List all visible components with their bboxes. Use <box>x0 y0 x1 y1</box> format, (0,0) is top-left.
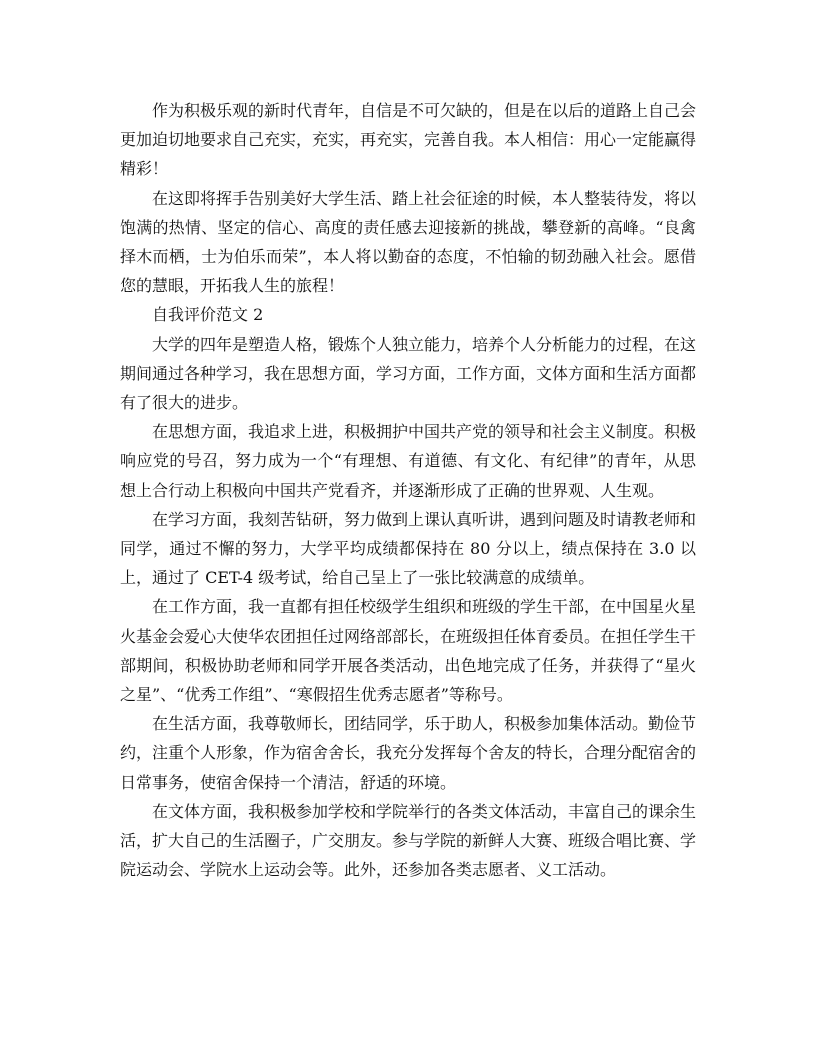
paragraph-confidence: 作为积极乐观的新时代青年，自信是不可欠缺的，但是在以后的道路上自己会更加迫切地要求自己充实，充实，再充实，完善自我。本人相信：用心一定能赢得精彩！ <box>120 101 697 179</box>
paragraph-work: 在工作方面，我一直都有担任校级学生组织和班级的学生干部，在中国星火星火基金会爱心大使华农团担任过网络部部长，在班级担任体育委员。在担任学生干部期间，积极协助老师和同学开展各类活动，出色地完成了任务，并获得了“星火之星”、“优秀工作组”、“寒假招生优秀志愿者”等称号。 <box>120 597 697 705</box>
paragraph-study: 在学习方面，我刻苦钻研，努力做到上课认真听讲，遇到问题及时请教老师和同学，通过不懈的努力，大学平均成绩都保持在 80 分以上，绩点保持在 3.0 以上，通过了 CET-4 级考试，给自己呈上了一张比较满意的成绩单。 <box>120 509 697 588</box>
paragraph-ideology: 在思想方面，我追求上进，积极拥护中国共产党的领导和社会主义制度。积极响应党的号召，努力成为一个“有理想、有道德、有文化、有纪律”的青年，从思想上合行动上积极向中国共产党看齐，并逐渐形成了正确的世界观、人生观。 <box>120 422 697 500</box>
paragraph-sports-culture: 在文体方面，我积极参加学校和学院举行的各类文体活动，丰富自己的课余生活，扩大自己的生活圈子，广交朋友。参与学院的新鲜人大赛、班级合唱比赛、学院运动会、学院水上运动会等。此外，还参加各类志愿者、义工活动。 <box>120 801 697 880</box>
paragraph-life: 在生活方面，我尊敬师长，团结同学，乐于助人，积极参加集体活动。勤俭节约，注重个人形象，作为宿舍舍长，我充分发挥每个舍友的特长，合理分配宿舍的日常事务，使宿舍保持一个清洁，舒适的环境。 <box>120 714 697 792</box>
section-title: 自我评价范文 2 <box>152 305 264 325</box>
paragraph-four-years: 大学的四年是塑造人格，锻炼个人独立能力，培养个人分析能力的过程，在这期间通过各种学习，我在思想方面，学习方面，工作方面，文体方面和生活方面都有了很大的进步。 <box>120 334 697 413</box>
document-page <box>120 96 696 884</box>
paragraph-farewell: 在这即将挥手告别美好大学生活、踏上社会征途的时候，本人整装待发，将以饱满的热情、坚定的信心、高度的责任感去迎接新的挑战，攀登新的高峰。“良禽择木而栖，士为伯乐而荣”，本人将以勤奋的态度，不怕输的韧劲融入社会。愿借您的慧眼，开拓我人生的旅程！ <box>120 188 697 296</box>
